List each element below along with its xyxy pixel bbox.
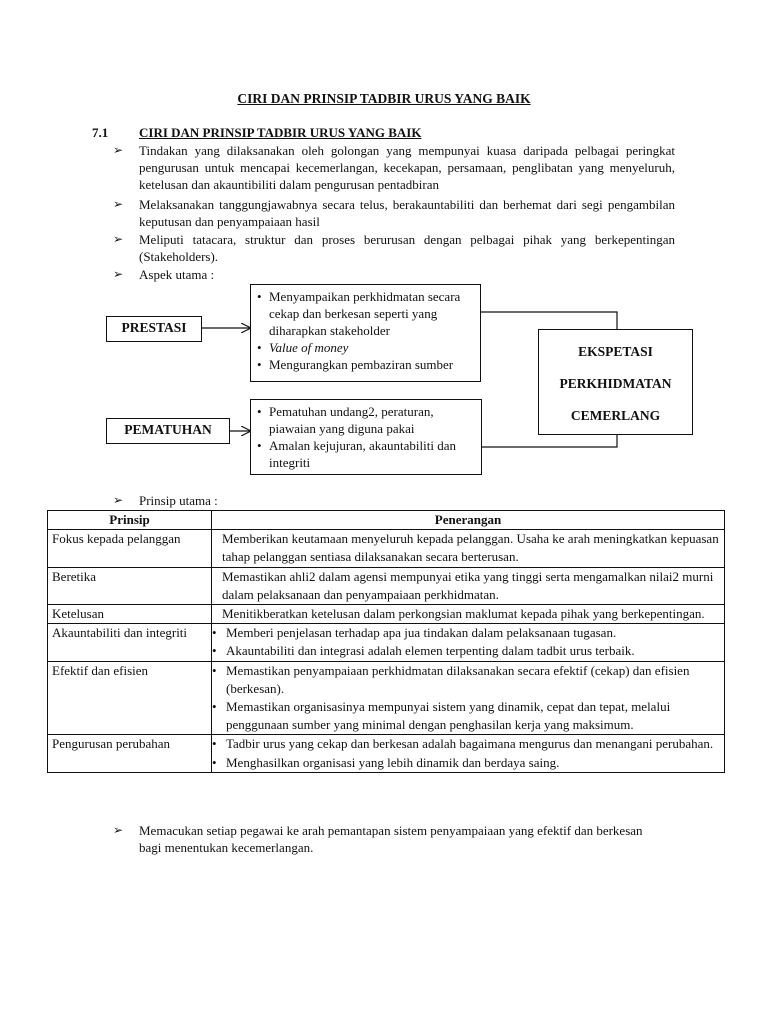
closing-text: Memacukan setiap pegawai ke arah pemantapan sistem penyampaiaan yang efektif dan berkesan bagi menentukan kecemerlangan. bbox=[139, 823, 643, 855]
penerangan-cell bbox=[212, 624, 725, 661]
bullet-dot-icon: • bbox=[257, 289, 262, 304]
principles-table bbox=[47, 510, 725, 773]
table-row bbox=[48, 735, 725, 772]
bullet-dot-icon: • bbox=[257, 404, 262, 419]
list-item: • Amalan kejujuran, akauntabiliti dan integriti bbox=[257, 438, 456, 470]
outcome-line: EKSPETASI bbox=[578, 344, 653, 359]
prinsip-cell: Ketelusan bbox=[48, 605, 212, 624]
list-item: • Menyampaikan perkhidmatan secara cekap dan berkesan seperti yang diharapkan stakeholder bbox=[257, 289, 461, 338]
section-number: 7.1 bbox=[92, 125, 109, 140]
pematuhan-label: PEMATUHAN bbox=[124, 422, 212, 437]
prestasi-label: PRESTASI bbox=[121, 320, 187, 335]
penerangan-cell: Memastikan ahli2 dalam agensi mempunyai etika yang tinggi serta mengamalkan nilai2 murni dalam pelaksanaan dan penyampaiaan perkhidmatan. bbox=[212, 567, 725, 604]
penerangan-cell bbox=[212, 661, 725, 735]
bullet-dot-icon: • bbox=[257, 340, 262, 355]
bullet-text: Tindakan yang dilaksanakan oleh golongan yang mempunyai kuasa daripada pelbagai peringkat pengurusan untuk mencapai kecemerlangan, kecekapan, persamaan, penglibatan yang menyeluruh, ketelusan dan akauntibiliti dalam pengurusan pentadbiran bbox=[139, 143, 675, 192]
table-row bbox=[48, 567, 725, 604]
arrow-bullet-icon: ➢ bbox=[113, 232, 124, 246]
table-row bbox=[48, 605, 725, 624]
table-header-row bbox=[48, 511, 725, 530]
bullet-item bbox=[113, 492, 675, 509]
prinsip-cell: Fokus kepada pelanggan bbox=[48, 530, 212, 567]
bullet-text: Aspek utama : bbox=[139, 267, 215, 282]
bullet-dot-icon: • bbox=[212, 736, 217, 752]
prestasi-detail-box bbox=[250, 284, 481, 382]
column-header: Prinsip bbox=[48, 511, 212, 530]
bullet-text: Meliputi tatacara, struktur dan proses berurusan dengan pelbagai pihak yang berkepentingan (Stakeholders). bbox=[139, 232, 675, 264]
table-row bbox=[48, 624, 725, 661]
prinsip-cell: Pengurusan perubahan bbox=[48, 735, 212, 772]
list-item: • Memberi penjelasan terhadap apa jua tindakan dalam pelaksanaan tugasan. bbox=[216, 624, 720, 642]
section-title: CIRI DAN PRINSIP TADBIR URUS YANG BAIK bbox=[139, 125, 422, 140]
pematuhan-detail-box bbox=[250, 399, 482, 475]
table-row bbox=[48, 661, 725, 735]
bullet-dot-icon: • bbox=[212, 662, 217, 678]
list-item: • Menghasilkan organisasi yang lebih dinamik dan berdaya saing. bbox=[216, 754, 720, 772]
outcome-box bbox=[538, 329, 693, 435]
bullet-dot-icon: • bbox=[257, 438, 262, 453]
pematuhan-box bbox=[106, 418, 230, 444]
page-title: CIRI DAN PRINSIP TADBIR URUS YANG BAIK bbox=[237, 91, 531, 106]
arrow-bullet-icon: ➢ bbox=[113, 267, 124, 281]
arrow-bullet-icon: ➢ bbox=[113, 197, 124, 211]
bullet-dot-icon: • bbox=[212, 699, 217, 715]
prinsip-cell: Beretika bbox=[48, 567, 212, 604]
list-item: • Memastikan penyampaiaan perkhidmatan dilaksanakan secara efektif (cekap) dan efisien (berkesan). bbox=[212, 662, 690, 696]
table-row bbox=[48, 530, 725, 567]
bullet-dot-icon: • bbox=[212, 643, 217, 659]
prinsip-intro: Prinsip utama : bbox=[139, 493, 218, 508]
arrow-bullet-icon: ➢ bbox=[113, 493, 124, 507]
column-header: Penerangan bbox=[212, 511, 725, 530]
list-item: • Value of money bbox=[257, 340, 349, 355]
penerangan-cell bbox=[212, 735, 725, 772]
list-item: • Tadbir urus yang cekap dan berkesan adalah bagaimana mengurus dan menangani perubahan. bbox=[216, 735, 720, 753]
outcome-line: PERKHIDMATAN bbox=[559, 376, 672, 391]
bullet-dot-icon: • bbox=[212, 625, 217, 641]
bullet-item bbox=[113, 822, 643, 856]
prestasi-box bbox=[106, 316, 202, 342]
bullet-dot-icon: • bbox=[212, 754, 217, 770]
penerangan-cell: Menitikberatkan ketelusan dalam perkongsian maklumat kepada pihak yang berkepentingan. bbox=[212, 605, 725, 624]
arrow-bullet-icon: ➢ bbox=[113, 143, 124, 157]
list-item: • Pematuhan undang2, peraturan, piawaian yang diguna pakai bbox=[257, 404, 434, 436]
prinsip-cell: Akauntabiliti dan integriti bbox=[48, 624, 212, 661]
list-item: • Akauntabiliti dan integrasi adalah elemen terpenting dalam tadbit urus terbaik. bbox=[216, 642, 720, 660]
prestasi-connector bbox=[481, 312, 617, 330]
list-item: • Mengurangkan pembaziran sumber bbox=[257, 357, 454, 372]
prinsip-cell: Efektif dan efisien bbox=[48, 661, 212, 735]
arrow-bullet-icon: ➢ bbox=[113, 823, 124, 837]
penerangan-cell: Memberikan keutamaan menyeluruh kepada pelanggan. Usaha ke arah meningkatkan kepuasan tahap pelanggan sentiasa dilaksanakan secara berterusan. bbox=[212, 530, 725, 567]
bullet-text: Melaksanakan tanggungjawabnya secara telus, berakauntabiliti dan berhemat dari segi pengambilan keputusan dan penyampaiaan hasil bbox=[139, 197, 675, 229]
pematuhan-connector bbox=[482, 434, 617, 447]
list-item: • Memastikan organisasinya mempunyai sistem yang dinamik, cepat dan tepat, melalui penggunaan sumber yang minimal dengan penghasilan kerja yang maksimum. bbox=[212, 699, 671, 733]
bullet-dot-icon: • bbox=[257, 357, 262, 372]
outcome-line: CEMERLANG bbox=[570, 408, 661, 423]
